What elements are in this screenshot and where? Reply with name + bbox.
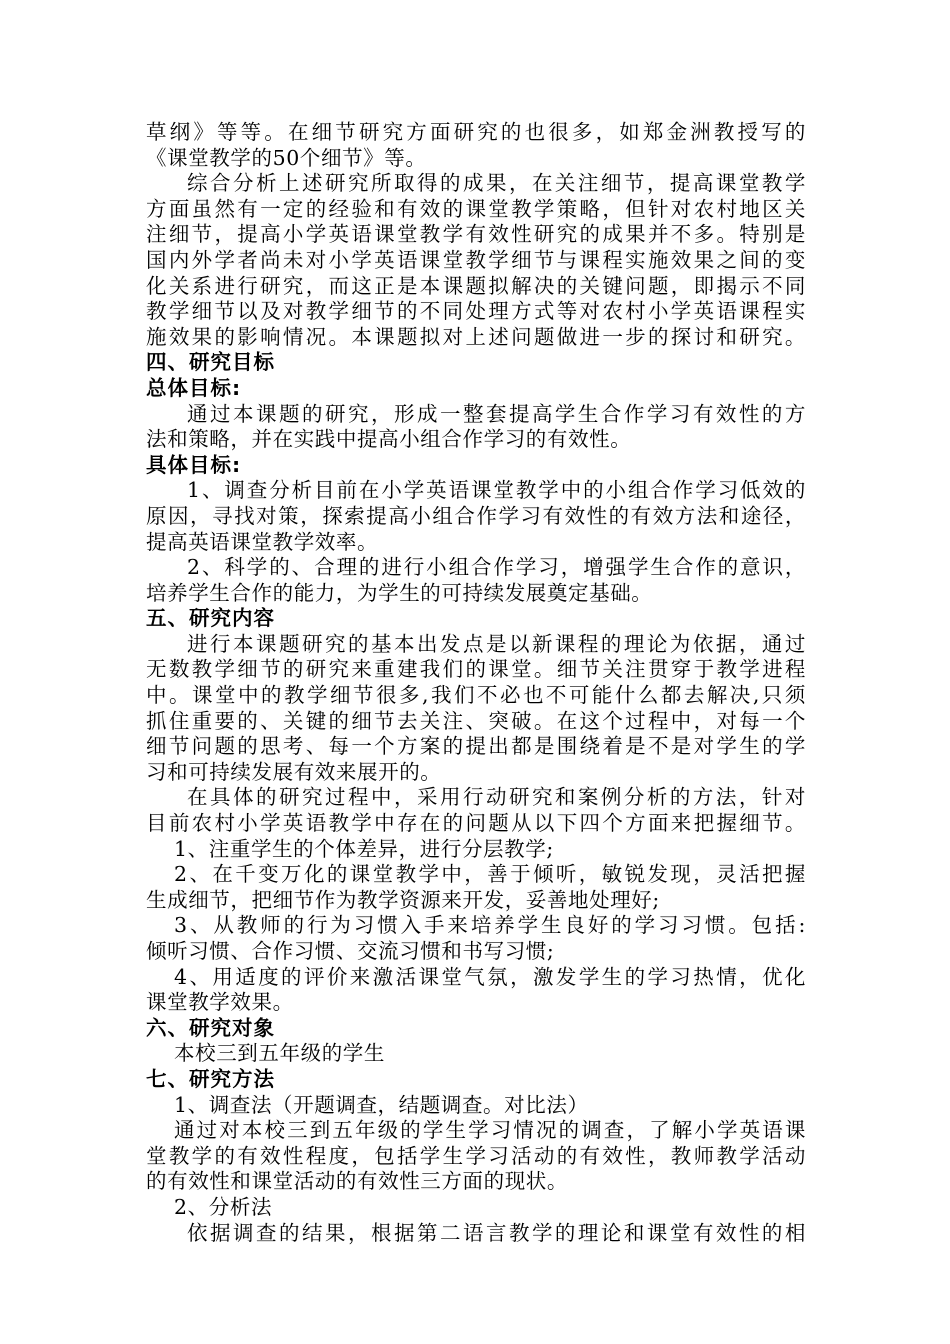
text-line: 无数教学细节的研究来重建我们的课堂。细节关注贯穿于教学进程 xyxy=(146,657,806,682)
text-line: 课堂教学效果。 xyxy=(146,990,294,1015)
text-line: 综合分析上述研究所取得的成果，在关注细节，提高课堂教学 xyxy=(187,171,806,196)
text-line: 本校三到五年级的学生 xyxy=(174,1041,385,1066)
text-line: 堂教学的有效性程度，包括学生学习活动的有效性，教师教学活动 xyxy=(146,1143,806,1168)
text-line: 草纲》等等。在细节研究方面研究的也很多，如郑金洲教授写的 xyxy=(146,120,806,144)
text-line: 3、从教师的行为习惯入手来培养学生良好的学习习惯。包括: xyxy=(174,913,806,938)
text-line: 依据调查的结果，根据第二语言教学的理论和课堂有效性的相 xyxy=(187,1220,806,1245)
section-heading: 七、研究方法 xyxy=(146,1066,275,1091)
text-line: 《课堂教学的50个细节》等。 xyxy=(146,145,427,170)
text-line: 注细节，提高小学英语课堂教学有效性研究的成果并不多。特别是 xyxy=(146,222,806,247)
section-heading: 五、研究内容 xyxy=(146,606,275,631)
text-line: 习和可持续发展有效来展开的。 xyxy=(146,759,442,784)
text-line: 国内外学者尚未对小学英语课堂教学细节与课程实施效果之间的变 xyxy=(146,247,806,272)
section-heading: 四、研究目标 xyxy=(146,350,275,375)
text-line: 2、在千变万化的课堂教学中，善于倾听，敏锐发现，灵活把握 xyxy=(174,862,806,887)
text-line: 的有效性和课堂活动的有效性三方面的现状。 xyxy=(146,1169,568,1194)
text-line: 培养学生合作的能力，为学生的可持续发展奠定基础。 xyxy=(146,580,653,605)
text-line: 目前农村小学英语教学中存在的问题从以下四个方面来把握细节。 xyxy=(146,811,806,836)
text-line: 生成细节，把细节作为教学资源来开发，妥善地处理好; xyxy=(146,887,660,912)
document-page xyxy=(146,120,806,1246)
section-heading: 总体目标: xyxy=(146,375,242,400)
text-line: 4、用适度的评价来激活课堂气氛，激发学生的学习热情，优化 xyxy=(174,964,806,989)
text-line: 1、调查分析目前在小学英语课堂教学中的小组合作学习低效的 xyxy=(187,478,806,503)
text-line: 细节问题的思考、每一个方案的提出都是围绕着是不是对学生的学 xyxy=(146,734,806,759)
text-line: 2、科学的、合理的进行小组合作学习，增强学生合作的意识， xyxy=(187,555,806,580)
text-line: 1、注重学生的个体差异，进行分层教学; xyxy=(174,836,554,861)
text-line: 提高英语课堂教学效率。 xyxy=(146,529,379,554)
text-line: 法和策略，并在实践中提高小组合作学习的有效性。 xyxy=(146,427,632,452)
text-line: 进行本课题研究的基本出发点是以新课程的理论为依据，通过 xyxy=(187,631,806,656)
text-line: 通过本课题的研究，形成一整套提高学生合作学习有效性的方 xyxy=(187,401,806,426)
text-line: 化关系进行研究，而这正是本课题拟解决的关键问题，即揭示不同 xyxy=(146,273,806,298)
text-line: 中。课堂中的教学细节很多,我们不必也不可能什么都去解决,只须 xyxy=(146,683,806,708)
text-line: 倾听习惯、合作习惯、交流习惯和书写习惯; xyxy=(146,939,555,963)
text-line: 1、调查法（开题调查，结题调查。对比法） xyxy=(174,1092,589,1117)
text-line: 2、分析法 xyxy=(174,1194,273,1219)
text-line: 在具体的研究过程中，采用行动研究和案例分析的方法，针对 xyxy=(187,785,806,810)
section-heading: 具体目标: xyxy=(146,452,242,477)
section-heading: 六、研究对象 xyxy=(146,1015,275,1040)
text-line: 施效果的影响情况。本课题拟对上述问题做进一步的探讨和研究。 xyxy=(146,324,806,349)
text-line: 原因，寻找对策，探索提高小组合作学习有效性的有效方法和途径， xyxy=(146,503,806,528)
text-line: 通过对本校三到五年级的学生学习情况的调查，了解小学英语课 xyxy=(174,1118,806,1143)
text-line: 方面虽然有一定的经验和有效的课堂教学策略，但针对农村地区关 xyxy=(146,196,806,221)
text-line: 教学细节以及对教学细节的不同处理方式等对农村小学英语课程实 xyxy=(146,299,806,324)
text-line: 抓住重要的、关键的细节去关注、突破。在这个过程中，对每一个 xyxy=(146,708,806,733)
